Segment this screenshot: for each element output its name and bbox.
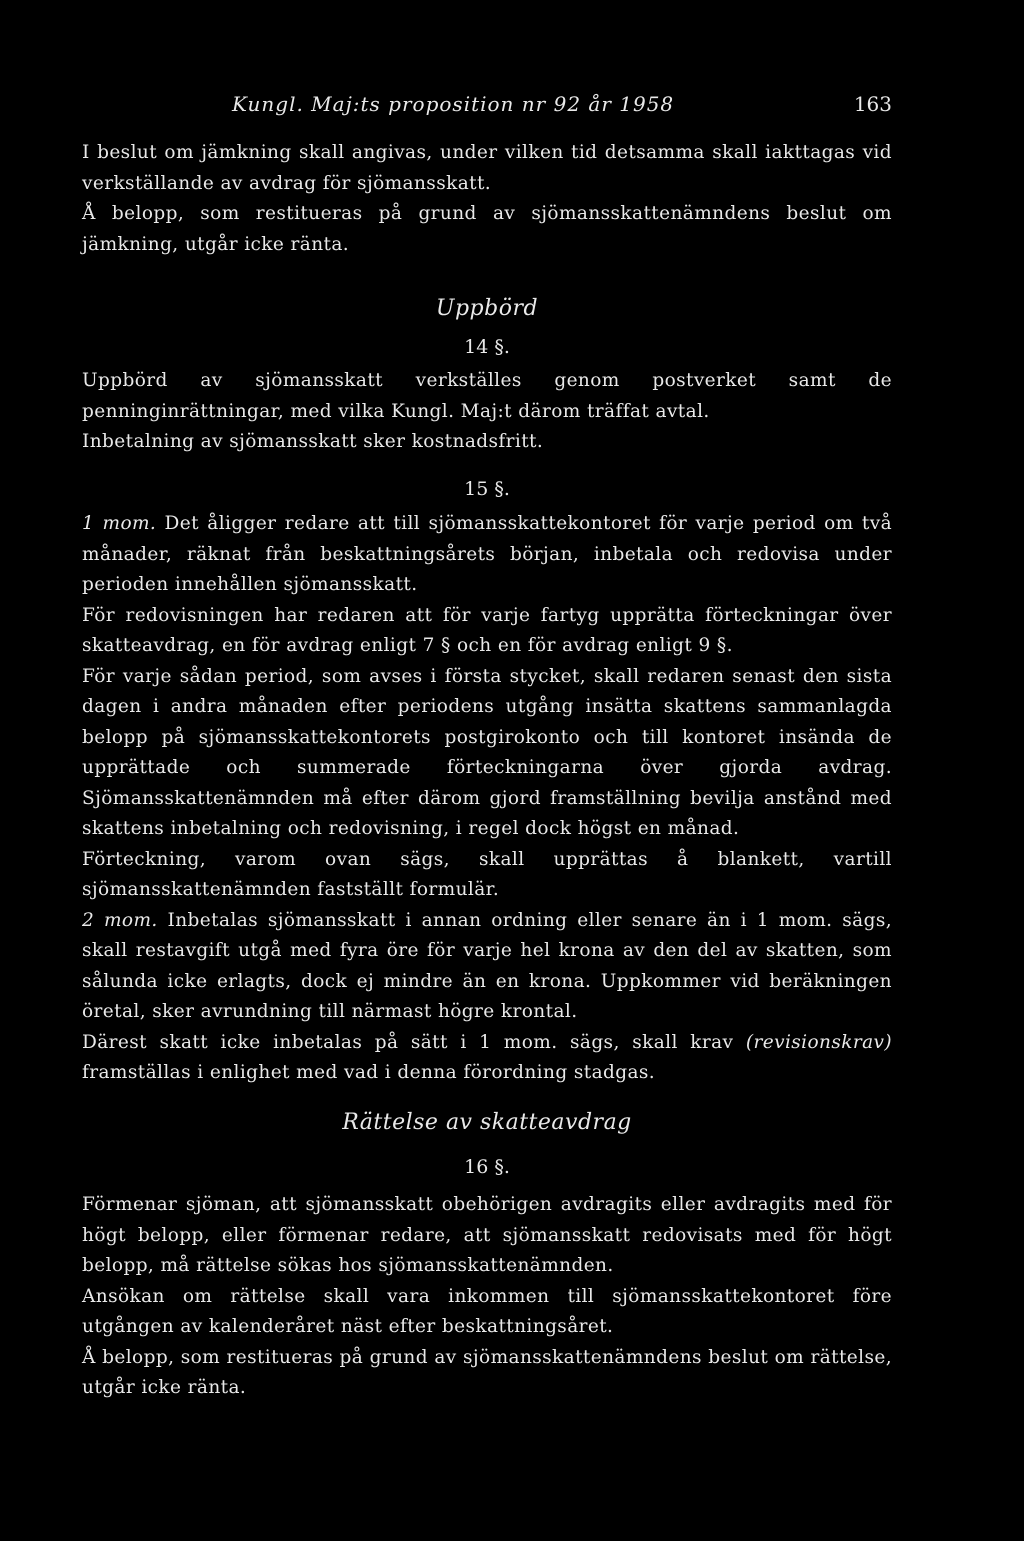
paragraph: [82, 906, 892, 1028]
paragraph: För redovisningen har redaren att för varje fartyg upprätta förteckningar över skatteavdrag, en för avdrag enligt 7 § och en för avdrag enligt 9 §.: [82, 604, 892, 656]
running-title: Kungl. Maj:ts proposition nr 92 år 1958: [232, 92, 675, 116]
moment-label: 2 mom.: [82, 909, 158, 931]
paragraph-text: framställas i enlighet med vad i denna förordning stadgas.: [82, 1062, 656, 1083]
term-label: (revisionskrav): [745, 1031, 892, 1053]
paragraph-text: Därest skatt icke inbetalas på sätt i 1 mom. sägs, skall krav: [82, 1031, 746, 1053]
paragraph: Inbetalning av sjömansskatt sker kostnadsfritt.: [82, 431, 544, 452]
paragraph-number: 14 §.: [464, 336, 510, 358]
moment-label: 1 mom.: [82, 513, 157, 534]
paragraph: [82, 509, 892, 601]
paragraph: Å belopp, som restitueras på grund av sjömansskattenämndens beslut om rättelse, utgår icke ränta.: [82, 1346, 892, 1398]
paragraph: Förteckning, varom ovan sägs, skall upprättas å blankett, vartill sjömansskattenämnden fastställt formulär.: [82, 848, 892, 900]
uppbord-section: [82, 296, 892, 321]
rattelse-section: [82, 1110, 892, 1135]
paragraph-number: 15 §.: [464, 478, 510, 500]
section-heading: Rättelse av skatteavdrag: [342, 1110, 632, 1135]
paragraph: Uppbörd av sjömansskatt verkställes genom postverket samt de penninginrättningar, med vilka Kungl. Maj:t därom träffat avtal.: [82, 370, 892, 422]
moment-text: Det åligger redare att till sjömansskattekontoret för varje period om två månader, räknat från beskattningsårets början, inbetala och redovisa under perioden innehållen sjömansskatt.: [82, 513, 892, 595]
paragraph-number: 16 §.: [464, 1156, 510, 1178]
paragraph-14-body: [82, 366, 892, 458]
page-number: 163: [853, 92, 892, 116]
paragraph: För varje sådan period, som avses i första stycket, skall redaren senast den sista dagen i andra månaden efter periodens utgång insätta skattens sammanlagda belopp på sjömansskattekontorets postgirokonto och till kontoret insända de upprättade och summerade förteckningarna över gjorda avdrag. Sjömansskattenämnden må efter därom gjord framställning bevilja anstånd med skattens inbetalning och redovisning, i regel dock högst en månad.: [82, 665, 892, 839]
paragraph: Å belopp, som restitueras på grund av sjömansskattenämndens beslut om jämkning, utgår icke ränta.: [82, 203, 892, 255]
paragraph: Ansökan om rättelse skall vara inkommen till sjömansskattekontoret före utgången av kalenderåret näst efter beskattningsåret.: [82, 1285, 892, 1337]
page-header: [82, 92, 892, 118]
intro-section: [82, 138, 892, 260]
paragraph-15-body: [82, 509, 892, 1089]
moment-text: Inbetalas sjömansskatt i annan ordning eller senare än i 1 mom. sägs, skall restavgift utgå med fyra öre för varje hel krona av den del av skatten, som sålunda icke erlagts, dock ej mindre än en krona. Uppkommer vid beräkningen öretal, sker avrundning till närmast högre krontal.: [82, 909, 893, 1022]
paragraph-15: [82, 478, 892, 500]
paragraph: Förmenar sjöman, att sjömansskatt obehörigen avdragits eller avdragits med för högt belopp, eller förmenar redare, att sjömansskatt redovisats med för högt belopp, må rättelse sökas hos sjömansskattenämnden.: [82, 1194, 892, 1276]
paragraph-14: [82, 336, 892, 358]
paragraph-16: [82, 1156, 892, 1178]
paragraph: I beslut om jämkning skall angivas, under vilken tid detsamma skall iakttagas vid verkställande av avdrag för sjömansskatt.: [82, 142, 892, 194]
paragraph-16-body: [82, 1190, 892, 1404]
section-heading: Uppbörd: [435, 296, 539, 321]
paragraph: [82, 1028, 892, 1089]
